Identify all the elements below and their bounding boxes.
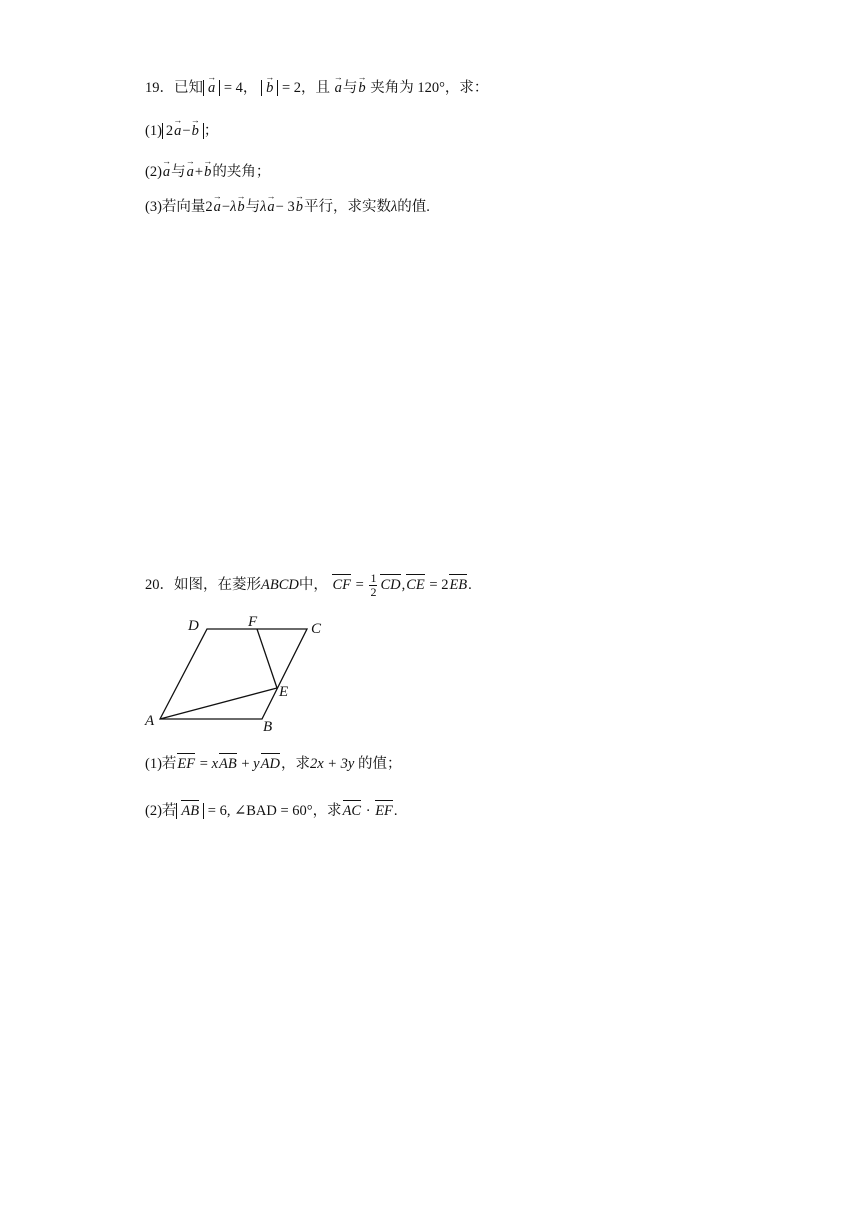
segment-ae bbox=[160, 688, 277, 719]
vec-b: b → bbox=[295, 196, 304, 218]
rhombus-abcd bbox=[160, 629, 307, 719]
period: . bbox=[393, 803, 398, 819]
text: 的值. bbox=[397, 199, 430, 215]
vec-a: a → bbox=[186, 161, 195, 183]
fraction-one-half bbox=[369, 572, 377, 599]
q20-part1 bbox=[145, 753, 401, 775]
equals: = bbox=[199, 756, 208, 772]
q19-eq-a: = 4， bbox=[223, 80, 258, 96]
vec-b: b → bbox=[236, 196, 245, 218]
vec-ab: AB bbox=[180, 800, 200, 822]
text: ，求 bbox=[312, 803, 342, 819]
lambda: λ bbox=[260, 199, 267, 215]
q19-eq-b: = 2，且 bbox=[281, 80, 330, 96]
label-f: F bbox=[248, 614, 258, 630]
part-label: (3)若向量 bbox=[145, 199, 206, 215]
text: 的夹角； bbox=[212, 164, 271, 180]
expression-2x-3y: 2x + 3y bbox=[309, 756, 355, 772]
punct: ； bbox=[203, 123, 219, 139]
equals: = bbox=[355, 576, 364, 593]
label-d: D bbox=[188, 618, 199, 634]
q20-part2 bbox=[145, 800, 398, 822]
vec-ef: EF bbox=[176, 753, 196, 775]
label-a: A bbox=[145, 713, 155, 729]
rhombus-figure bbox=[140, 608, 340, 738]
text: 中， bbox=[298, 576, 328, 593]
coef: 2 bbox=[205, 199, 213, 215]
minus: − bbox=[182, 123, 191, 139]
lambda: λ bbox=[390, 199, 398, 215]
vec-b: b → bbox=[357, 77, 366, 99]
comma: , bbox=[401, 576, 406, 593]
part-label: (2)若 bbox=[145, 803, 177, 819]
lambda: λ bbox=[230, 199, 237, 215]
rhombus-name: ABCD bbox=[261, 576, 299, 593]
condition: = 6, ∠BAD = 60° bbox=[207, 803, 313, 819]
vec-a: a → bbox=[334, 77, 343, 99]
abs-b bbox=[261, 80, 278, 96]
part-label: (1) bbox=[145, 123, 162, 139]
period: . bbox=[468, 576, 472, 593]
vec-cf: CF bbox=[331, 574, 352, 596]
vec-a: a → bbox=[173, 120, 182, 142]
var-x: x bbox=[211, 756, 219, 772]
and: 与 bbox=[171, 164, 186, 180]
label-b: B bbox=[263, 719, 273, 735]
label-e: E bbox=[279, 684, 289, 700]
numerator: 1 bbox=[370, 571, 377, 585]
text: 平行，求实数 bbox=[303, 199, 391, 215]
vec-eb: EB bbox=[448, 574, 468, 596]
vec-ad: AD bbox=[260, 753, 281, 775]
vec-a: a → bbox=[213, 196, 222, 218]
vec-ef: EF bbox=[374, 800, 394, 822]
text: ，求 bbox=[280, 756, 310, 772]
vec-a: a → bbox=[266, 196, 275, 218]
coef: 2 bbox=[165, 123, 174, 139]
q19-angle-text: 夹角为 120°，求： bbox=[370, 80, 489, 96]
part-label: (2) bbox=[145, 164, 162, 180]
q19-and: 与 bbox=[342, 80, 358, 96]
q20-number: 20． bbox=[145, 576, 174, 593]
vec-ce: CE bbox=[405, 574, 426, 596]
dot: · bbox=[365, 803, 371, 819]
vec-b: b → bbox=[191, 120, 200, 142]
vec-a: a → bbox=[207, 77, 216, 99]
part-label: (1)若 bbox=[145, 756, 177, 772]
vec-b: b → bbox=[265, 77, 274, 99]
label-c: C bbox=[311, 621, 322, 637]
minus: − bbox=[221, 199, 231, 215]
q20-stem bbox=[145, 572, 472, 599]
q19-stem bbox=[145, 77, 488, 99]
minus-three: − 3 bbox=[275, 199, 295, 215]
q19-part3 bbox=[145, 196, 430, 218]
plus: + bbox=[241, 756, 250, 772]
vec-cd: CD bbox=[379, 574, 401, 596]
abs-ab bbox=[176, 803, 204, 819]
q20-intro: 如图，在菱形 bbox=[174, 576, 261, 593]
q19-intro: 已知 bbox=[174, 80, 203, 96]
text: 的值； bbox=[357, 756, 402, 772]
equals-two: = 2 bbox=[429, 576, 449, 593]
var-y: y bbox=[253, 756, 260, 772]
vec-ac: AC bbox=[342, 800, 363, 822]
denominator: 2 bbox=[370, 585, 377, 599]
q19-part1 bbox=[145, 120, 218, 142]
q19-number: 19． bbox=[145, 80, 174, 96]
and: 与 bbox=[245, 199, 261, 215]
segment-fe bbox=[257, 629, 277, 688]
q19-part2 bbox=[145, 161, 270, 183]
vec-ab: AB bbox=[218, 753, 238, 775]
abs-a bbox=[203, 80, 220, 96]
vec-a: a → bbox=[162, 161, 171, 183]
abs-expression bbox=[162, 123, 204, 139]
vec-b: b → bbox=[203, 161, 212, 183]
plus: + bbox=[194, 164, 204, 180]
